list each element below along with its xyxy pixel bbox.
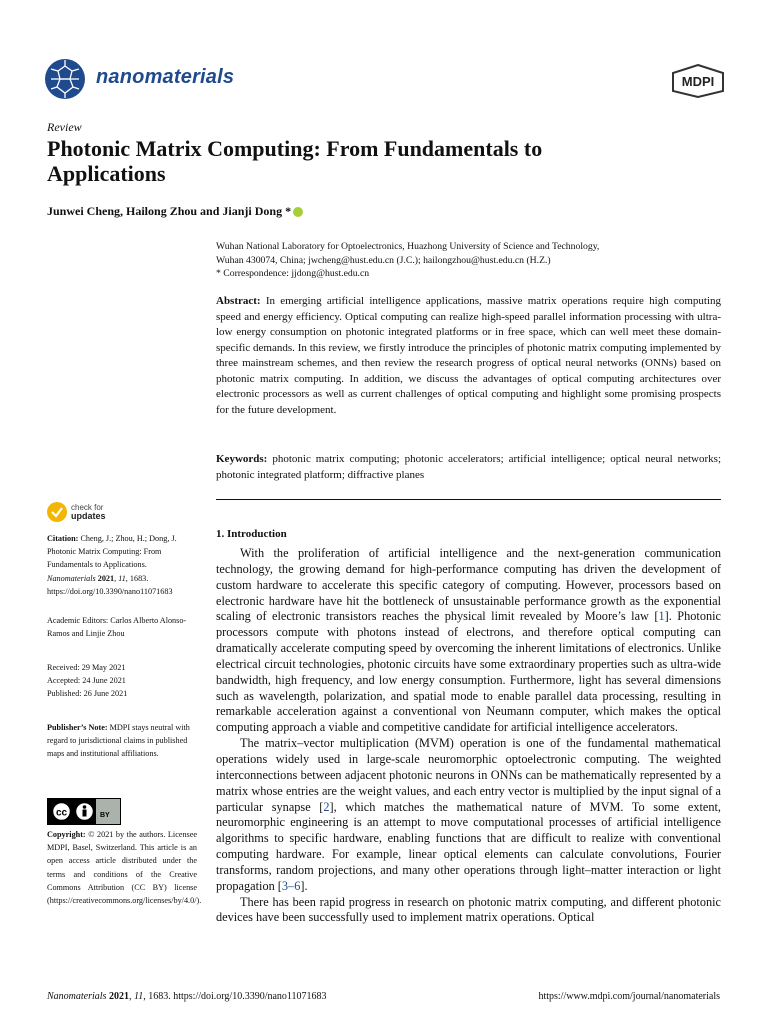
- creative-commons-icon: [51, 801, 72, 822]
- correspondence: * Correspondence: jjdong@hust.edu.cn: [216, 268, 370, 279]
- journal-name: nanomaterials: [96, 66, 235, 88]
- body-text: [216, 546, 721, 926]
- attribution-icon: [74, 801, 95, 822]
- mdpi-logo-icon: [671, 64, 725, 98]
- affiliation-line: Wuhan 430074, China; jwcheng@hust.edu.cn (J.C.); hailongzhou@hust.edu.cn (H.Z.): [216, 254, 551, 266]
- publisher-note-text: MDPI stays neutral with regard to jurisdictional claims in published maps and institutional affiliations.: [47, 723, 190, 759]
- copyright-label: Copyright:: [47, 830, 86, 839]
- footer-journal: Nanomaterials: [47, 991, 107, 1002]
- footer-doi[interactable]: , 1683. https://doi.org/10.3390/nano11071683: [143, 991, 327, 1002]
- reference-link[interactable]: 1: [658, 609, 665, 624]
- citation-doi[interactable]: , 1683. https://doi.org/10.3390/nano11071683: [47, 573, 173, 596]
- mdpi-logo: [671, 64, 725, 98]
- affiliation-block: [216, 240, 721, 281]
- publisher-note-label: Publisher’s Note:: [47, 723, 108, 732]
- copyright-text: © 2021 by the authors. Licensee MDPI, Basel, Switzerland. This article is an open access article distributed under the terms and conditions of the Creative Commons Attribution (CC BY) license (https://creativecommons.org/licenses/by/4.0/).: [47, 830, 202, 906]
- orcid-icon[interactable]: [293, 207, 303, 217]
- copyright-block: [47, 828, 202, 907]
- citation-year: 2021: [97, 573, 115, 583]
- reference-link[interactable]: 2: [323, 799, 330, 814]
- mdpi-logo-text: MDPI: [681, 74, 715, 89]
- footer-year: 2021: [108, 991, 129, 1002]
- citation-volume: 11: [118, 573, 126, 583]
- footer-volume: 11: [133, 991, 144, 1002]
- check-for-updates-button[interactable]: [47, 502, 157, 526]
- footer-journal-url[interactable]: https://www.mdpi.com/journal/nanomaterials: [538, 991, 720, 1002]
- received-date: Received: 29 May 2021: [47, 663, 126, 672]
- paragraph: There has been rapid progress in research on photonic matrix computing, and different photonic devices have been successfully used to implement matrix operations. Optical: [216, 894, 721, 925]
- article-title: Photonic Matrix Computing: From Fundamentals to Applications: [47, 136, 543, 186]
- footer-citation: Nanomaterials 2021, 11, 1683. https://doi.org/10.3390/nano11071683: [47, 991, 327, 1002]
- citation-text: Cheng, J.; Zhou, H.; Dong, J. Photonic Matrix Computing: From Fundamentals to Applications.: [47, 534, 177, 570]
- check-updates-text: [71, 503, 106, 521]
- svg-text:cc: cc: [55, 807, 68, 819]
- divider: [216, 499, 721, 500]
- citation-block: Citation: Cheng, J.; Zhou, H.; Dong, J. Photonic Matrix Computing: From Fundamentals to Applications. Nanomaterials 2021, 11, 1683. https://doi.org/10.3390/nano11071683: [47, 534, 177, 596]
- check-for-label: check for: [71, 503, 104, 512]
- keywords-label: Keywords:: [216, 453, 268, 465]
- paragraph: With the proliferation of artificial intelligence and the next-generation communication technology, the growing demand for high-performance computing has driven the development of custom hardware to accelerate this specific category of computing. However, processors based on electronic hardware have hit the bottleneck of unsustainable performance growth as the exponential scaling of electronic transistors reaches the physical limit revealed by Moore’s law [1]. Photonic processors compute with photons instead of electrons, and therefore optical computing can dramatically accelerate computing speed by overcoming the inherent limitations of electronics. Unlike electrical circuit technologies, photonic circuits have some extraordinary properties such as ultra-wide bandwidth, high frequency, and low energy consumption. Furthermore, light has several dimensions such as wavelength, polarization, and spatial mode to enable parallel data processing, resulting in remarkable acceleration against a conventional von Neumann computer, which makes the optical computing approach a viable and competitive candidate for artificial intelligence accelerators.: [216, 546, 722, 735]
- citation-journal: Nanomaterials: [47, 573, 96, 583]
- dates-block: [47, 661, 197, 701]
- accepted-date: Accepted: 24 June 2021: [47, 676, 126, 686]
- reference-link[interactable]: 3–6: [281, 878, 301, 893]
- author-list: Junwei Cheng, Hailong Zhou and Jianji Dong *: [47, 204, 292, 218]
- abstract: [216, 294, 721, 418]
- section-heading: 1. Introduction: [216, 528, 287, 540]
- paragraph: The matrix–vector multiplication (MVM) operation is one of the fundamental mathematical operations widely used in large-scale neuromorphic optoelectronic computing. The weighted interconnections between adjacent photonic neurons in ONNs can be mathematically represented by a matrix whose entries are the weight values, and each entry vector is multiplied by the input signal of a particular synapse [2], which matches the mathematical nature of MVM. To some extent, neuromorphic engineering is an attempt to move computational processes of artificial intelligence algorithms to specific hardware, enabling functions that are difficult to realize with conventional computing hardware. For example, linear optical elements can calculate convolutions, Fourier transforms, random projections, and many other operations through light–matter interaction or light propagation [3–6].: [216, 736, 721, 893]
- updates-label: updates: [71, 511, 106, 521]
- academic-editors: Academic Editors: Carlos Alberto Alonso-Ramos and Linjie Zhou: [47, 616, 187, 639]
- publisher-note: [47, 721, 197, 761]
- keywords: [216, 452, 721, 483]
- affiliation-line: Wuhan National Laboratory for Optoelectronics, Huazhong University of Science and Technology,: [216, 241, 600, 252]
- citation-label: Citation:: [47, 534, 79, 543]
- keywords-text: photonic matrix computing; photonic accelerators; artificial intelligence; optical neural networks; photonic integrated platform; diffractive planes: [216, 453, 722, 481]
- published-date: Published: 26 June 2021: [47, 689, 128, 699]
- article-authors: [47, 204, 303, 219]
- abstract-label: Abstract:: [216, 295, 261, 307]
- cc-license-badge[interactable]: [47, 798, 121, 825]
- abstract-text: In emerging artificial intelligence applications, massive matrix operations require high computing speed and energy efficiency. Optical computing can realize high-speed parallel information processing with ultra-low energy consumption on photonic integrated platforms or in free space, which can well meet these domain-specific demands. In this review, we firstly introduce the principles of photonic matrix computing implemented by three mainstream schemes, and then review the research progress of optical neural networks (ONNs) based on photonic matrix computing. In addition, we discuss the advantages of optical computing architectures over electronic processors as well as current challenges of optical computing and highlight some promising prospects for the future development.: [216, 295, 722, 416]
- cc-by-label: BY: [100, 812, 110, 819]
- nanomaterials-logo-icon: [44, 58, 86, 100]
- check-updates-icon: [47, 502, 67, 522]
- article-type: Review: [47, 120, 82, 134]
